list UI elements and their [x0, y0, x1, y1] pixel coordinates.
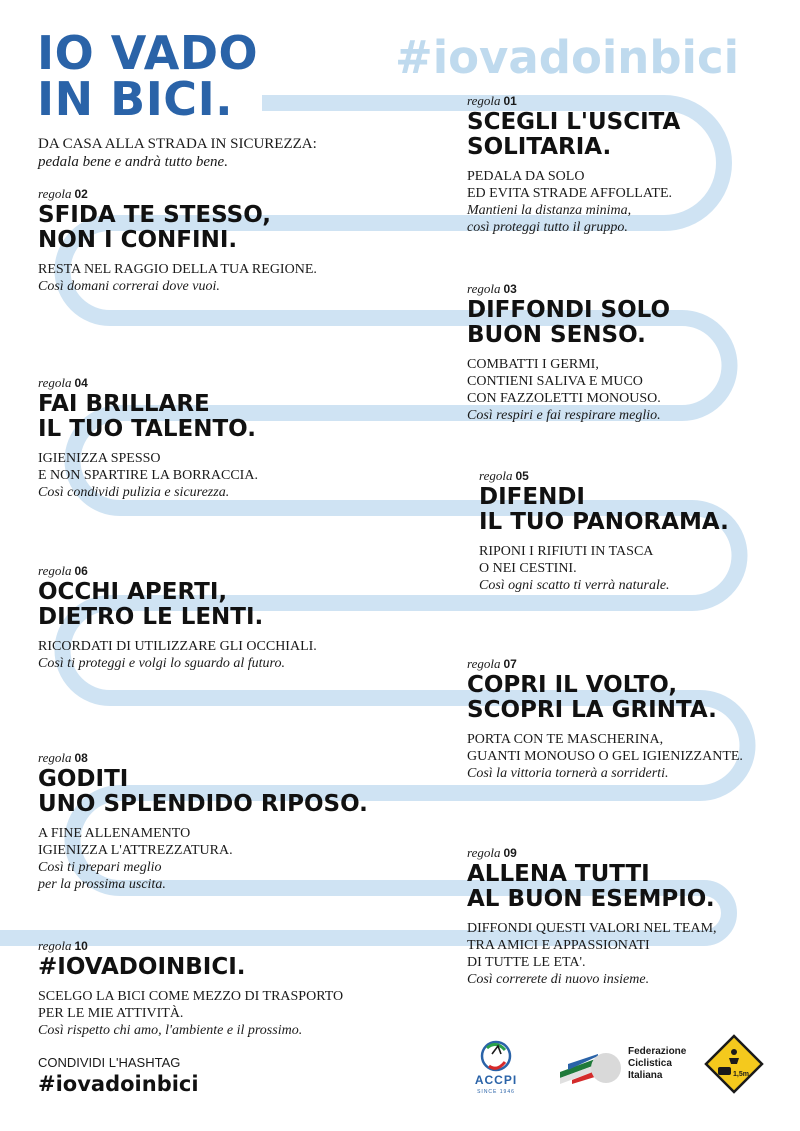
rule-label [467, 845, 717, 861]
rule-07 [467, 656, 743, 782]
rule-body [38, 825, 368, 893]
rule-number: 09 [503, 846, 517, 860]
intro-line1: DA CASA ALLA STRADA IN SICUREZZA: [38, 136, 317, 152]
rule-body [38, 638, 317, 672]
rule-italic-line: Così ti prepari meglio [38, 860, 162, 875]
rule-title-line: COPRI IL VOLTO, [467, 672, 678, 698]
rule-title-line: DIETRO LE LENTI. [38, 604, 264, 630]
rule-title-line: BUON SENSO. [467, 322, 646, 348]
rule-body-line: PER LE MIE ATTIVITÀ. [38, 1006, 184, 1021]
rule-italic-line: Così ti proteggi e volgi lo sguardo al futuro. [38, 656, 285, 671]
rule-body-line: COMBATTI I GERMI, [467, 357, 599, 372]
rule-number: 02 [74, 187, 88, 201]
rule-body-line: CON FAZZOLETTI MONOUSO. [467, 391, 661, 406]
rule-body [467, 356, 670, 424]
rule-title-line: SOLITARIA. [467, 134, 612, 160]
rule-02 [38, 186, 317, 295]
rule-04 [38, 375, 258, 501]
rule-title [38, 955, 343, 980]
fci-logo [558, 1046, 688, 1090]
rule-08 [38, 750, 368, 893]
rule-body-line: TRA AMICI E APPASSIONATI [467, 938, 650, 953]
rule-italic-line: Così condividi pulizia e sicurezza. [38, 485, 230, 500]
rule-word: regola [467, 281, 501, 296]
rule-title-line: FAI BRILLARE [38, 391, 210, 417]
rule-word: regola [38, 563, 72, 578]
sign-distance-text: 1,5m [733, 1071, 749, 1078]
rule-italic-line: così proteggi tutto il gruppo. [467, 220, 628, 235]
share-hashtag: #iovadoinbici [38, 1072, 199, 1096]
rule-body-line: IGIENIZZA SPESSO [38, 451, 161, 466]
rule-title-line: IL TUO PANORAMA. [479, 509, 729, 535]
fci-line: Ciclistica [628, 1058, 672, 1069]
fci-line: Federazione [628, 1046, 687, 1057]
rule-title-line: SFIDA TE STESSO, [38, 202, 271, 228]
fci-logo-text [628, 1046, 686, 1082]
rule-label [38, 938, 343, 954]
rule-title-line: AL BUON ESEMPIO. [467, 886, 715, 912]
accpi-logo-text: ACCPI [474, 1073, 518, 1087]
rule-body-line: PEDALA DA SOLO [467, 169, 585, 184]
rule-body [38, 988, 343, 1039]
rule-word: regola [38, 750, 72, 765]
rule-word: regola [479, 468, 513, 483]
cyclist-distance-sign-icon [704, 1034, 764, 1094]
rule-01 [467, 93, 680, 236]
rule-title-line: UNO SPLENDIDO RIPOSO. [38, 791, 368, 817]
rule-title [479, 485, 729, 535]
rule-word: regola [38, 938, 72, 953]
rule-body-line: RIPONI I RIFIUTI IN TASCA [479, 544, 654, 559]
tricolor-swoosh-logo-icon [558, 1050, 624, 1086]
rule-title [467, 298, 670, 348]
rule-body-line: SCELGO LA BICI COME MEZZO DI TRASPORTO [38, 989, 344, 1004]
rule-03 [467, 281, 670, 424]
header-hashtag: #iovadoinbici [395, 31, 740, 84]
rule-06 [38, 563, 317, 672]
rule-italic-line: Così rispetto chi amo, l'ambiente e il prossimo. [38, 1023, 303, 1038]
rule-number: 03 [503, 282, 517, 296]
rule-label [38, 563, 317, 579]
rule-title [38, 392, 258, 442]
cyclist-wheel-logo-icon [465, 1036, 527, 1096]
rule-body-line: CONTIENI SALIVA E MUCO [467, 374, 643, 389]
rule-number: 04 [74, 376, 88, 390]
rule-title-line: #IOVADOINBICI. [38, 954, 246, 980]
rule-body-line: ED EVITA STRADE AFFOLLATE. [467, 186, 672, 201]
rule-body-line: A FINE ALLENAMENTO [38, 826, 191, 841]
rule-body [467, 731, 743, 782]
rule-title-line: GODITI [38, 766, 129, 792]
rule-10 [38, 938, 343, 1039]
rule-body-line: PORTA CON TE MASCHERINA, [467, 732, 664, 747]
rule-body [38, 450, 258, 501]
rule-word: regola [467, 93, 501, 108]
rule-09 [467, 845, 717, 988]
rule-label [38, 375, 258, 391]
rule-italic-line: Così la vittoria tornerà a sorriderti. [467, 766, 669, 781]
intro-line2: pedala bene e andrà tutto bene. [38, 154, 228, 170]
rule-body-line: RESTA NEL RAGGIO DELLA TUA REGIONE. [38, 262, 317, 277]
rule-italic-line: Così respiri e fai respirare meglio. [467, 408, 661, 423]
share-label: CONDIVIDI L'HASHTAG [38, 1055, 181, 1070]
cyclist-distance-sign [704, 1034, 764, 1094]
rule-label [38, 750, 368, 766]
rule-title [467, 110, 680, 160]
rule-body-line: DIFFONDI QUESTI VALORI NEL TEAM, [467, 921, 717, 936]
rule-body-line: DI TUTTE LE ETA'. [467, 955, 586, 970]
rule-number: 05 [515, 469, 529, 483]
rule-label [467, 656, 743, 672]
rule-number: 06 [74, 564, 88, 578]
rule-05 [479, 468, 729, 594]
rule-italic-line: per la prossima uscita. [38, 877, 166, 892]
rule-word: regola [38, 186, 72, 201]
rule-italic-line: Così ogni scatto ti verrà naturale. [479, 578, 670, 593]
rule-title-line: OCCHI APERTI, [38, 579, 228, 605]
rule-title-line: DIFENDI [479, 484, 585, 510]
fci-line: Italiana [628, 1070, 663, 1081]
rule-label [467, 281, 670, 297]
rule-italic-line: Mantieni la distanza minima, [467, 203, 632, 218]
rule-word: regola [467, 656, 501, 671]
rule-body-line: RICORDATI DI UTILIZZARE GLI OCCHIALI. [38, 639, 317, 654]
rule-title-line: NON I CONFINI. [38, 227, 238, 253]
rule-title-line: IL TUO TALENTO. [38, 416, 256, 442]
rule-title [467, 673, 743, 723]
rule-title-line: ALLENA TUTTI [467, 861, 650, 887]
rule-body [38, 261, 317, 295]
rule-body-line: E NON SPARTIRE LA BORRACCIA. [38, 468, 258, 483]
rule-body-line: O NEI CESTINI. [479, 561, 577, 576]
rule-body [467, 168, 680, 236]
rule-title [467, 862, 717, 912]
accpi-logo-sub: SINCE 1946 [477, 1089, 515, 1095]
rule-title-line: SCEGLI L'USCITA [467, 109, 681, 135]
rule-body-line: GUANTI MONOUSO O GEL IGIENIZZANTE. [467, 749, 743, 764]
rule-italic-line: Così correrete di nuovo insieme. [467, 972, 650, 987]
rule-body [467, 920, 717, 988]
rule-number: 01 [503, 94, 517, 108]
main-title-line1: IO VADO [37, 26, 259, 80]
rule-title-line: SCOPRI LA GRINTA. [467, 697, 717, 723]
accpi-logo [465, 1036, 527, 1096]
rule-label [479, 468, 729, 484]
rule-title [38, 203, 317, 253]
rule-title [38, 580, 317, 630]
rule-body [479, 543, 729, 594]
rule-number: 07 [503, 657, 517, 671]
rule-italic-line: Così domani correrai dove vuoi. [38, 279, 220, 294]
rule-title [38, 767, 368, 817]
rule-word: regola [38, 375, 72, 390]
rule-body-line: IGIENIZZA L'ATTREZZATURA. [38, 843, 233, 858]
rule-label [467, 93, 680, 109]
rule-number: 08 [74, 751, 88, 765]
rule-label [38, 186, 317, 202]
intro [38, 135, 317, 171]
main-title-line2: IN BICI. [37, 72, 234, 126]
main-title [37, 26, 259, 126]
rule-number: 10 [74, 939, 88, 953]
rule-title-line: DIFFONDI SOLO [467, 297, 671, 323]
rule-word: regola [467, 845, 501, 860]
share-hashtag-block [38, 1055, 199, 1097]
